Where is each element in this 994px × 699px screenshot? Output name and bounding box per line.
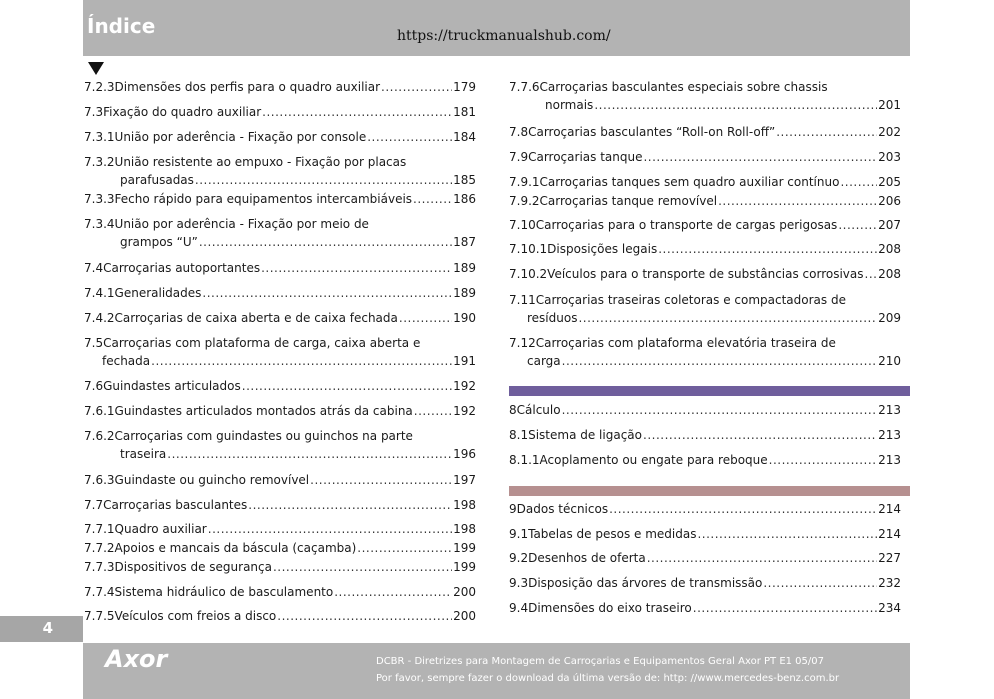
toc-entry-number: 7.5 <box>84 336 104 350</box>
toc-entry-page: 196 <box>453 447 476 461</box>
page-number-badge <box>0 616 83 642</box>
toc-entry-number: 7.12 <box>509 336 536 350</box>
toc-entry-title: Sistema de ligação <box>528 428 642 442</box>
toc-entry[interactable] <box>84 215 476 251</box>
toc-entry-title: Carroçarias com plataforma elevatória traseira de <box>535 336 836 350</box>
toc-entry[interactable] <box>84 402 476 420</box>
toc-entry-number: 9.4 <box>509 601 529 615</box>
toc-entry-number: 9.3 <box>509 576 529 590</box>
toc-entry[interactable] <box>509 334 901 370</box>
toc-entry-title: Acoplamento ou engate para reboque <box>539 453 768 467</box>
toc-entry-title: União por aderência - Fixação por console <box>114 130 367 144</box>
toc-entry-number: 8.1 <box>509 428 529 442</box>
toc-entry-page: 214 <box>878 527 901 541</box>
toc-entry-title: fechada <box>102 354 151 368</box>
page-number: 4 <box>42 619 53 637</box>
toc-entry-page: 192 <box>453 404 476 418</box>
toc-entry-number: 7.4.1 <box>84 286 115 300</box>
toc-entry-page: 199 <box>453 560 476 574</box>
toc-leader-dots <box>578 309 877 327</box>
toc-entry-number: 7.4 <box>84 261 104 275</box>
toc-entry[interactable] <box>84 377 476 395</box>
toc-leader-dots <box>195 171 452 189</box>
toc-entry-page: 198 <box>453 522 476 536</box>
toc-entry-page: 189 <box>453 261 476 275</box>
toc-entry-number: 7.3.2 <box>84 155 115 169</box>
toc-entry-title: Carroçarias traseiras coletoras e compactadoras de <box>535 293 846 307</box>
toc-entry-number: 8.1.1 <box>509 453 540 467</box>
toc-entry-page: 181 <box>453 105 476 119</box>
toc-entry-number: 7.7.3 <box>84 560 115 574</box>
toc-entry-title: Carroçarias com plataforma de carga, caixa aberta e <box>103 336 421 350</box>
toc-entry-page: 190 <box>453 311 476 325</box>
toc-entry-title: Guindastes articulados <box>103 379 241 393</box>
toc-entry-title: Tabelas de pesos e medidas <box>528 527 697 541</box>
toc-entry-page: 213 <box>878 428 901 442</box>
toc-entry[interactable] <box>84 607 476 625</box>
toc-entry-title: Guindaste ou guincho removível <box>114 473 310 487</box>
toc-entry-number: 9.2 <box>509 551 529 565</box>
toc-entry-number: 7.3.1 <box>84 130 115 144</box>
toc-entry-title: Desenhos de oferta <box>528 551 646 565</box>
toc-entry-number: 7.6.1 <box>84 404 115 418</box>
toc-entry-page: 209 <box>878 311 901 325</box>
page-title: Índice <box>87 14 156 38</box>
toc-entry-page: 187 <box>453 235 476 249</box>
toc-entry-number: 7.7.4 <box>84 585 115 599</box>
toc-entry-page: 213 <box>878 453 901 467</box>
toc-entry-number: 9 <box>509 502 517 516</box>
toc-leader-dots <box>334 583 452 601</box>
toc-entry[interactable] <box>84 103 476 121</box>
toc-leader-dots <box>167 445 452 463</box>
toc-entry-number: 7.7.5 <box>84 609 115 623</box>
section-9-divider-bar <box>509 486 910 496</box>
toc-leader-dots <box>261 259 452 277</box>
toc-entry[interactable] <box>509 451 901 469</box>
toc-leader-dots <box>865 265 878 283</box>
toc-entry[interactable] <box>509 240 901 258</box>
toc-entry-page: 192 <box>453 379 476 393</box>
toc-entry-title: Carroçarias tanque <box>528 150 643 164</box>
toc-entry[interactable] <box>509 216 901 234</box>
toc-entry[interactable] <box>84 471 476 489</box>
toc-entry-number: 7.7.2 <box>84 541 115 555</box>
toc-entry[interactable] <box>84 284 476 302</box>
toc-leader-dots <box>277 607 452 625</box>
toc-entry[interactable] <box>84 259 476 277</box>
toc-entry-page: 208 <box>878 242 901 256</box>
toc-entry-page: 186 <box>453 192 476 206</box>
toc-leader-dots <box>562 352 877 370</box>
toc-entry-page: 213 <box>878 403 901 417</box>
toc-entry-number: 8 <box>509 403 517 417</box>
toc-entry-number: 7.6 <box>84 379 104 393</box>
toc-entry[interactable] <box>84 539 476 557</box>
toc-entry[interactable] <box>84 520 476 538</box>
toc-leader-dots <box>697 525 877 543</box>
toc-entry-number: 7.3.3 <box>84 192 115 206</box>
toc-entry-title: Generalidades <box>114 286 202 300</box>
toc-entry-number: 7.10.2 <box>509 267 548 281</box>
toc-entry-number: 7.11 <box>509 293 536 307</box>
toc-leader-dots <box>357 539 452 557</box>
toc-leader-dots <box>838 216 877 234</box>
toc-entry-title: Guindastes articulados montados atrás da cabina <box>114 404 413 418</box>
toc-entry[interactable] <box>509 148 901 166</box>
toc-entry-title: Disposições legais <box>547 242 658 256</box>
toc-entry-title: Carroçarias tanque removível <box>539 194 718 208</box>
toc-leader-dots <box>658 240 877 258</box>
toc-entry-page: 206 <box>878 194 901 208</box>
toc-entry[interactable] <box>509 426 901 444</box>
section-8-divider-bar <box>509 386 910 396</box>
toc-leader-dots <box>262 103 452 121</box>
page-header <box>83 0 910 56</box>
toc-entry-number: 7.8 <box>509 125 529 139</box>
toc-leader-dots <box>310 471 452 489</box>
toc-entry[interactable] <box>509 265 901 283</box>
toc-entry-page: 199 <box>453 541 476 555</box>
toc-entry-page: 208 <box>878 267 901 281</box>
toc-entry-title: Dados técnicos <box>516 502 609 516</box>
toc-entry-title: Veículos para o transporte de substâncias corrosivas <box>547 267 864 281</box>
toc-leader-dots <box>769 451 877 469</box>
toc-leader-dots <box>693 599 877 617</box>
toc-entry[interactable] <box>509 192 901 210</box>
toc-entry-number: 7.7.6 <box>509 80 540 94</box>
toc-leader-dots <box>647 549 877 567</box>
toc-entry-number: 7.4.2 <box>84 311 115 325</box>
toc-entry[interactable] <box>84 128 476 146</box>
toc-entry[interactable] <box>509 123 901 141</box>
toc-entry[interactable] <box>84 78 476 96</box>
toc-entry[interactable] <box>84 190 476 208</box>
toc-entry[interactable] <box>509 401 901 419</box>
toc-entry[interactable] <box>84 496 476 514</box>
toc-entry-page: 200 <box>453 585 476 599</box>
toc-entry-page: 200 <box>453 609 476 623</box>
toc-entry[interactable] <box>509 78 901 114</box>
toc-entry-page: 198 <box>453 498 476 512</box>
toc-entry[interactable] <box>509 500 901 518</box>
toc-entry-number: 7.9.1 <box>509 175 540 189</box>
toc-entry-number: 7.7 <box>84 498 104 512</box>
toc-entry-title: Carroçarias basculantes <box>103 498 248 512</box>
toc-leader-dots <box>208 520 452 538</box>
toc-entry-title: normais <box>545 98 594 112</box>
toc-leader-dots <box>763 574 877 592</box>
toc-entry-page: 203 <box>878 150 901 164</box>
toc-entry-title: Fecho rápido para equipamentos intercambiáveis <box>114 192 413 206</box>
toc-entry-title: resíduos <box>527 311 578 325</box>
toc-entry-title: Disposição das árvores de transmissão <box>528 576 763 590</box>
toc-entry[interactable] <box>84 583 476 601</box>
toc-entry-title: Carroçarias com guindastes ou guinchos na parte <box>114 429 413 443</box>
toc-entry-title: grampos “U” <box>120 235 198 249</box>
toc-leader-dots <box>367 128 452 146</box>
footer-document-info: DCBR - Diretrizes para Montagem de Carroçarias e Equipamentos Geral Axor PT E1 05/07 <box>376 656 824 667</box>
toc-entry-title: parafusadas <box>120 173 194 187</box>
source-url[interactable]: https://truckmanualshub.com/ <box>397 28 611 44</box>
footer-download-notice: Por favor, sempre fazer o download da última versão de: http: //www.mercedes-benz.com.br <box>376 673 840 684</box>
toc-entry[interactable] <box>509 291 901 327</box>
toc-entry-title: Carroçarias para o transporte de cargas perigosas <box>535 218 838 232</box>
toc-entry-page: 189 <box>453 286 476 300</box>
toc-entry-number: 7.9 <box>509 150 529 164</box>
toc-entry-title: União resistente ao empuxo - Fixação por placas <box>114 155 407 169</box>
toc-entry[interactable] <box>509 599 901 617</box>
toc-leader-dots <box>776 123 877 141</box>
toc-leader-dots <box>643 426 877 444</box>
toc-entry[interactable] <box>84 427 476 463</box>
down-triangle-icon <box>88 62 104 75</box>
toc-entry[interactable] <box>509 574 901 592</box>
brand-name: Axor <box>105 645 168 673</box>
toc-entry-title: Dimensões dos perfis para o quadro auxiliar <box>114 80 381 94</box>
toc-leader-dots <box>273 558 452 576</box>
toc-entry-page: 232 <box>878 576 901 590</box>
toc-entry-page: 185 <box>453 173 476 187</box>
toc-entry-title: carga <box>527 354 561 368</box>
toc-entry-title: Dispositivos de segurança <box>114 560 272 574</box>
toc-entry-title: União por aderência - Fixação por meio de <box>114 217 369 231</box>
toc-leader-dots <box>840 173 877 191</box>
toc-entry-title: Quadro auxiliar <box>114 522 207 536</box>
toc-entry[interactable] <box>509 525 901 543</box>
toc-entry-page: 197 <box>453 473 476 487</box>
toc-entry-title: Cálculo <box>516 403 561 417</box>
toc-entry[interactable] <box>84 334 476 370</box>
toc-entry-title: Carroçarias basculantes especiais sobre chassis <box>539 80 828 94</box>
toc-entry-page: 227 <box>878 551 901 565</box>
toc-leader-dots <box>413 190 452 208</box>
toc-entry-title: Sistema hidráulico de basculamento <box>114 585 334 599</box>
toc-entry-title: Carroçarias tanques sem quadro auxiliar contínuo <box>539 175 840 189</box>
toc-entry-title: Dimensões do eixo traseiro <box>528 601 692 615</box>
toc-entry[interactable] <box>84 558 476 576</box>
toc-leader-dots <box>242 377 452 395</box>
toc-entry-page: 184 <box>453 130 476 144</box>
toc-leader-dots <box>248 496 452 514</box>
toc-leader-dots <box>202 284 452 302</box>
toc-leader-dots <box>562 401 878 419</box>
toc-entry-page: 191 <box>453 354 476 368</box>
toc-entry-page: 210 <box>878 354 901 368</box>
toc-leader-dots <box>399 309 452 327</box>
page-footer <box>83 643 910 699</box>
toc-entry-title: Carroçarias basculantes “Roll-on Roll-off” <box>528 125 776 139</box>
toc-entry-title: Carroçarias autoportantes <box>103 261 261 275</box>
toc-entry-number: 7.6.2 <box>84 429 115 443</box>
toc-entry-number: 7.9.2 <box>509 194 540 208</box>
toc-entry-title: Apoios e mancais da báscula (caçamba) <box>114 541 357 555</box>
toc-leader-dots <box>151 352 452 370</box>
toc-entry[interactable] <box>84 309 476 327</box>
toc-entry-number: 7.7.1 <box>84 522 115 536</box>
toc-entry-number: 9.1 <box>509 527 529 541</box>
toc-entry[interactable] <box>84 153 476 189</box>
toc-entry-title: traseira <box>120 447 167 461</box>
toc-entry[interactable] <box>509 549 901 567</box>
toc-entry-title: Fixação do quadro auxiliar <box>103 105 262 119</box>
toc-entry-page: 207 <box>878 218 901 232</box>
toc-entry-number: 7.10 <box>509 218 536 232</box>
toc-leader-dots <box>643 148 877 166</box>
toc-entry-number: 7.10.1 <box>509 242 548 256</box>
toc-entry-title: Carroçarias de caixa aberta e de caixa fechada <box>114 311 398 325</box>
toc-entry-number: 7.3.4 <box>84 217 115 231</box>
toc-entry-number: 7.6.3 <box>84 473 115 487</box>
toc-leader-dots <box>381 78 452 96</box>
toc-entry-page: 202 <box>878 125 901 139</box>
toc-leader-dots <box>609 500 877 518</box>
toc-entry-number: 7.3 <box>84 105 104 119</box>
toc-entry-page: 214 <box>878 502 901 516</box>
toc-entry-page: 234 <box>878 601 901 615</box>
toc-leader-dots <box>718 192 877 210</box>
toc-leader-dots <box>594 96 877 114</box>
toc-entry-page: 179 <box>453 80 476 94</box>
toc-entry-number: 7.2.3 <box>84 80 115 94</box>
toc-entry-page: 205 <box>878 175 901 189</box>
toc-leader-dots <box>199 233 452 251</box>
toc-entry-title: Veículos com freios a disco <box>114 609 277 623</box>
toc-entry[interactable] <box>509 173 901 191</box>
toc-leader-dots <box>414 402 452 420</box>
toc-entry-page: 201 <box>878 98 901 112</box>
